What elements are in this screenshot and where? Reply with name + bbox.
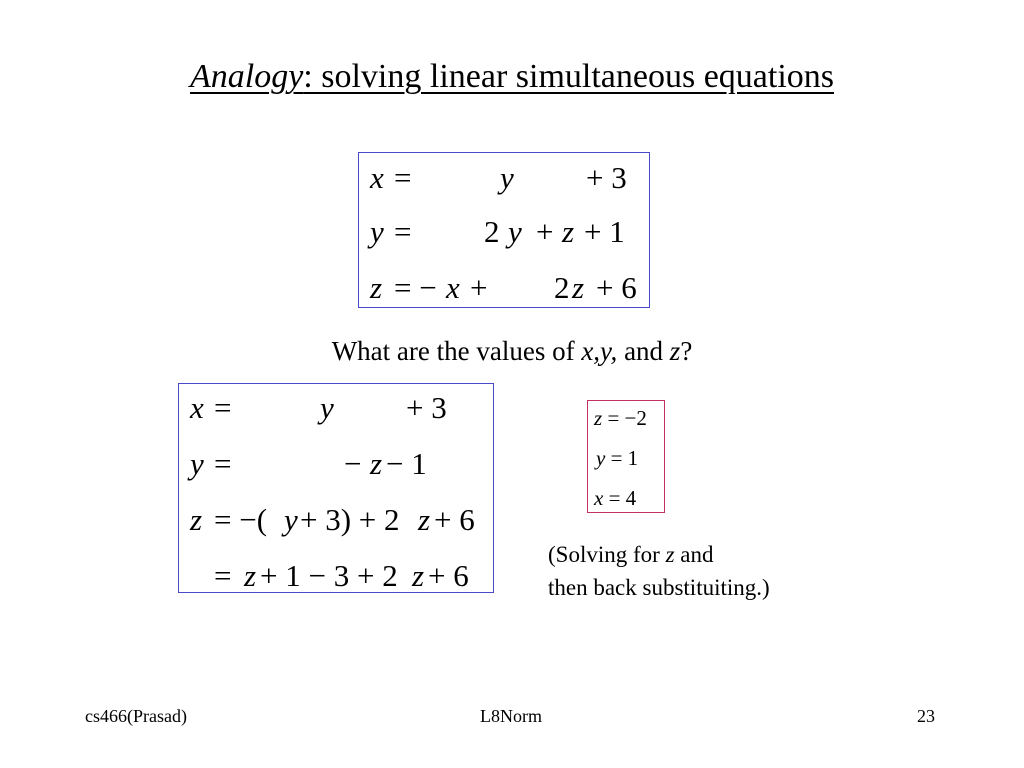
system2-row1-const: + 3 <box>406 390 447 425</box>
system1-row1-const: + 3 <box>586 160 627 195</box>
system2-row3-z2: z <box>418 502 431 537</box>
method-note-line2: then back substituiting.) <box>548 575 770 600</box>
system2-row4-z: z <box>244 558 257 593</box>
system2-row2-minus: − <box>344 446 362 481</box>
system2-row4-z2: z <box>412 558 425 593</box>
system2-row2-z: z <box>370 446 383 481</box>
solution-row-y: y = 1 <box>596 446 639 470</box>
system1-row3-z2: z <box>572 270 585 305</box>
system2-row4-mid: + 1 − 3 + 2 <box>260 558 398 593</box>
footer-left: cs466(Prasad) <box>85 706 187 726</box>
footer-page-number: 23 <box>917 706 935 726</box>
system2-row3-mid: + 3) + 2 <box>300 502 400 537</box>
system1-row1-y: y <box>500 160 514 195</box>
system2-row4-const: + 6 <box>428 558 469 593</box>
system1-row2-coef: 2 <box>484 214 500 249</box>
title-italic: Analogy <box>189 58 304 95</box>
method-note-line1: (Solving for z and <box>548 542 714 567</box>
question-text: What are the values of x,y, and z? <box>331 336 693 366</box>
system1-row2-y2: y <box>508 214 522 249</box>
system2-row2-eq: = <box>214 446 232 481</box>
footer-center: L8Norm <box>480 706 542 726</box>
system2-row1-eq: = <box>214 390 232 425</box>
system1-row3-plus: + <box>470 270 488 305</box>
system1-row3-z: z <box>370 270 383 305</box>
system1-row2-y: y <box>370 214 384 249</box>
system1-row2-const: + 1 <box>584 214 625 249</box>
system2-row3-y: y <box>284 502 298 537</box>
system1-row3-const: + 6 <box>596 270 637 305</box>
solution-row-z: z = −2 <box>594 406 647 430</box>
system2-row3-eq: = −( <box>214 502 268 537</box>
system2-row1-x: x <box>190 390 204 425</box>
system2-row2-const: − 1 <box>386 446 427 481</box>
system1-row3-coef: 2 <box>554 270 570 305</box>
system1-row2-plus: + <box>536 214 554 249</box>
system1-row3-eq: = − <box>394 270 437 305</box>
title-rest: : solving linear simultaneous equations <box>303 58 834 95</box>
system2-row3-const: + 6 <box>434 502 475 537</box>
system2-row4-eq: = <box>214 558 232 593</box>
solution-row-x: x = 4 <box>594 486 637 510</box>
system1-row2-z: z <box>562 214 575 249</box>
system2-row3-z: z <box>190 502 203 537</box>
system1-row2-eq: = <box>394 214 412 249</box>
method-note <box>548 538 770 604</box>
system2-row1-y: y <box>320 390 334 425</box>
slide-title <box>0 58 1024 96</box>
system1-row1: x <box>370 160 384 195</box>
system1-row1-eq: = <box>394 160 412 195</box>
system1-row3-x: x <box>446 270 460 305</box>
system2-row2-y: y <box>190 446 204 481</box>
